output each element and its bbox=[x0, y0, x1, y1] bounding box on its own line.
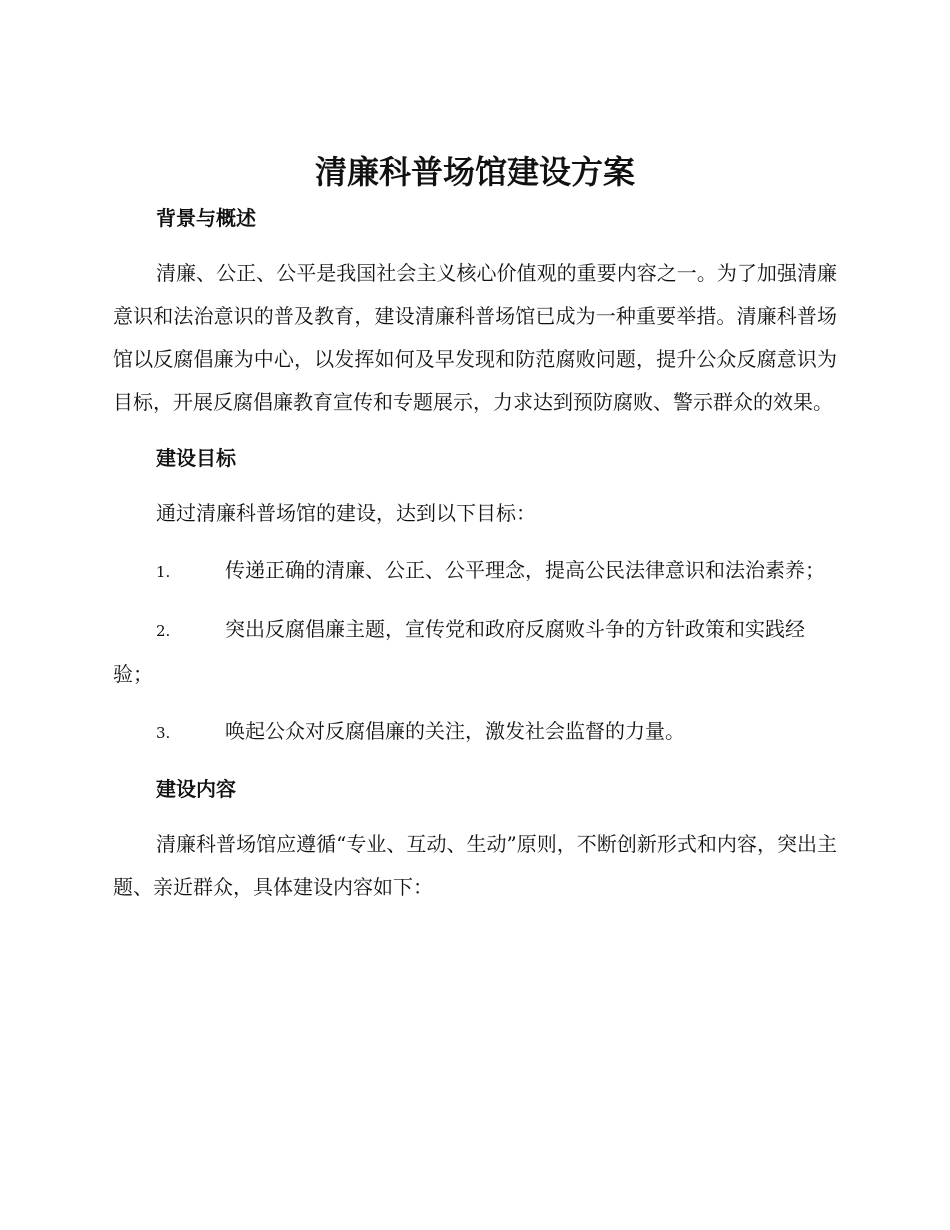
section-heading-content: 建设内容 bbox=[156, 777, 236, 801]
section-heading-goals: 建设目标 bbox=[156, 446, 236, 470]
list-item-number: 3. bbox=[156, 724, 171, 742]
list-item-text: 突出反腐倡廉主题，宣传党和政府反腐败斗争的方针政策和实践经验； bbox=[113, 617, 805, 686]
list-item-text: 唤起公众对反腐倡廉的关注，激发社会监督的力量。 bbox=[225, 719, 685, 743]
list-item bbox=[113, 608, 837, 696]
list-item-text: 传递正确的清廉、公正、公平理念，提高公民法律意识和法治素养； bbox=[225, 558, 825, 582]
list-item-number: 2. bbox=[156, 622, 171, 640]
list-item bbox=[113, 710, 837, 755]
section-heading-background: 背景与概述 bbox=[156, 206, 256, 230]
list-item bbox=[113, 549, 837, 594]
document-body bbox=[113, 198, 837, 909]
section-paragraph-content: 清廉科普场馆应遵循“专业、互动、生动”原则，不断创新形式和内容，突出主题、亲近群众，具体建设内容如下： bbox=[113, 832, 837, 899]
page-title: 清廉科普场馆建设方案 bbox=[314, 153, 635, 191]
section-paragraph-goals: 通过清廉科普场馆的建设，达到以下目标： bbox=[156, 501, 536, 525]
section-paragraph-background: 清廉、公正、公平是我国社会主义核心价值观的重要内容之一。为了加强清廉意识和法治意识的普及教育，建设清廉科普场馆已成为一种重要举措。清廉科普场馆以反腐倡廉为中心，以发挥如何及早发现和防范腐败问题，提升公众反腐意识为目标，开展反腐倡廉教育宣传和专题展示，力求达到预防腐败、警示群众的效果。 bbox=[113, 261, 837, 414]
list-item-number: 1. bbox=[156, 563, 171, 581]
